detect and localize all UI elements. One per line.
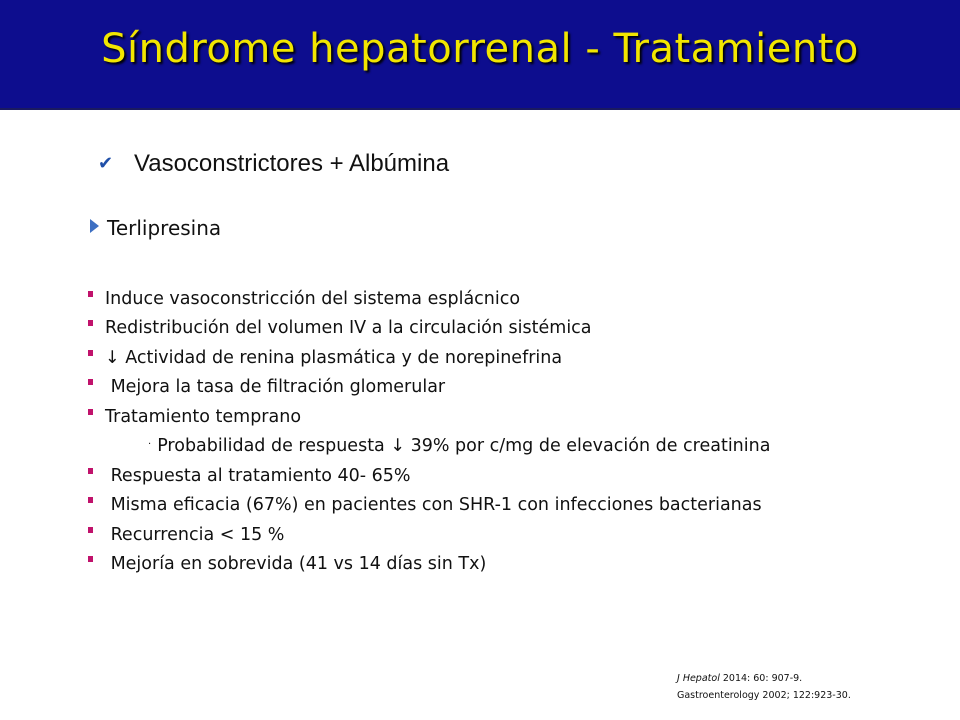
square-bullet-icon	[88, 291, 93, 297]
square-bullet-icon	[88, 556, 93, 562]
list-item: Misma eficacia (67%) en pacientes con SHR-1 con infecciones bacterianas	[88, 491, 948, 521]
square-bullet-icon	[88, 350, 93, 356]
references	[677, 670, 851, 704]
square-bullet-icon	[88, 379, 93, 385]
main-point-text: Vasoconstrictores + Albúmina	[134, 150, 450, 177]
list-item: Respuesta al tratamiento 40- 65%	[88, 461, 948, 491]
list-item: Mejoría en sobrevida (41 vs 14 días sin Tx)	[88, 550, 948, 580]
square-bullet-icon	[88, 320, 93, 326]
list-item: Tratamiento temprano	[88, 402, 948, 432]
subsection-heading	[90, 216, 221, 240]
subsection-title: Terlipresina	[107, 216, 222, 240]
bullet-list	[88, 284, 948, 579]
list-item: Induce vasoconstricción del sistema esplácnico	[88, 284, 948, 314]
square-bullet-icon	[88, 527, 93, 533]
square-bullet-icon	[88, 468, 93, 474]
slide-title: Síndrome hepatorrenal - Tratamiento	[101, 26, 859, 72]
list-item: Mejora la tasa de filtración glomerular	[88, 373, 948, 403]
square-bullet-icon	[88, 497, 93, 503]
square-bullet-icon	[88, 409, 93, 415]
triangle-bullet-icon	[90, 219, 99, 233]
list-item: Recurrencia < 15 %	[88, 520, 948, 550]
reference-1: J Hepatol 2014: 60: 907-9.	[677, 673, 803, 684]
dot-bullet-icon: ·	[148, 438, 152, 450]
list-item: Redistribución del volumen IV a la circulación sistémica	[88, 314, 948, 344]
check-icon: ✔	[98, 153, 114, 174]
reference-2: Gastroenterology 2002; 122:923-30.	[677, 690, 851, 701]
main-point	[98, 146, 449, 182]
list-item: ↓ Actividad de renina plasmática y de norepinefrina	[88, 343, 948, 373]
list-subitem: · Probabilidad de respuesta ↓ 39% por c/mg de elevación de creatinina	[148, 436, 771, 457]
title-banner	[0, 0, 960, 110]
